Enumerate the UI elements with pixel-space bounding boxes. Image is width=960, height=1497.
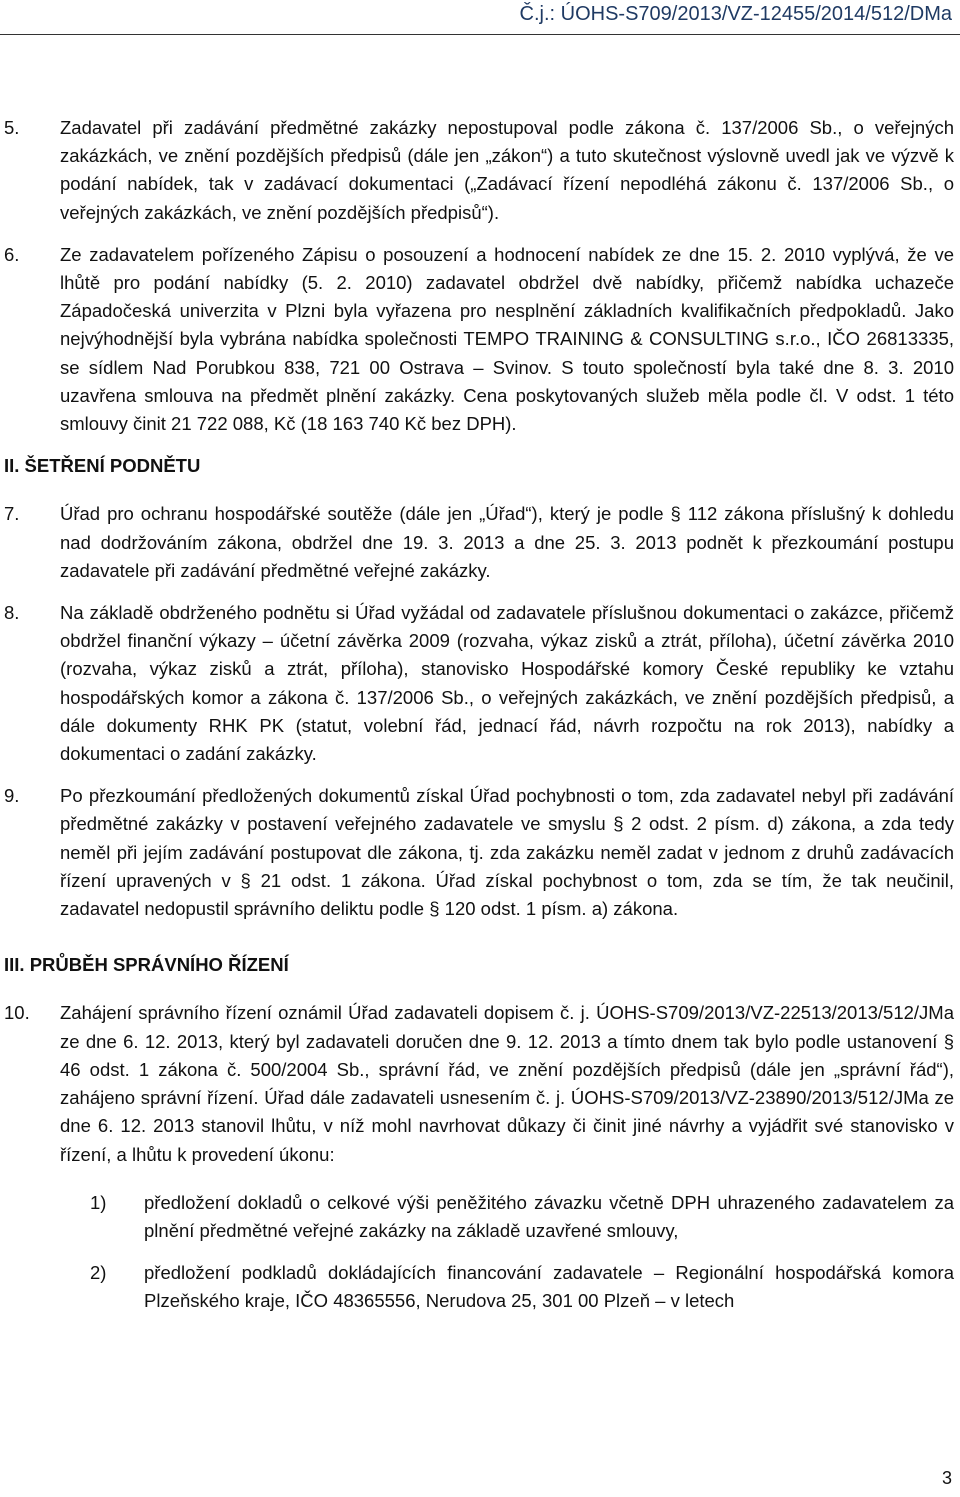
list-item-number: 1)	[90, 1191, 107, 1213]
paragraph-number: 8.	[4, 602, 20, 624]
section-heading-3: III. PRŮBĚH SPRÁVNÍHO ŘÍZENÍ	[4, 954, 289, 976]
list-item-text: předložení podkladů dokládajících financování zadavatele – Regionální hospodářská komora Plzeňského kraje, IČO 48365556, Nerudova 25, 301 00 Plzeň – v letech	[144, 1262, 954, 1312]
document-body	[0, 114, 960, 1316]
paragraph-text: Úřad pro ochranu hospodářské soutěže (dále jen „Úřad“), který je podle § 112 zákona příslušný k dohledu nad dodržováním zákona, obdržel dne 19. 3. 2013 a dne 25. 3. 2013 podnět k přezkoumání postupu zadavatele při zadávání předmětné veřejné zakázky.	[60, 503, 954, 581]
paragraph-8	[0, 599, 960, 768]
list-item	[0, 1259, 960, 1315]
paragraph-number: 6.	[4, 243, 20, 265]
paragraph-number: 7.	[4, 503, 20, 525]
paragraph-number: 9.	[4, 785, 20, 807]
paragraph-text: Na základě obdrženého podnětu si Úřad vyžádal od zadavatele příslušnou dokumentaci o zakázce, přičemž obdržel finanční výkazy – účetní závěrka 2009 (rozvaha, výkaz zisků a ztrát, příloha), účetní závěrka 2010 (rozvaha, výkaz zisků a ztrát, příloha), stanovisko Hospodářské komory České republiky ke vztahu hospodářských komor a zákona č. 137/2006 Sb., o veřejných zakázkách, ve znění pozdějších předpisů, a dále dokumenty RHK PK (statut, volební řád, jednací řád, návrh rozpočtu na rok 2013), nabídky a dokumentaci o zadání zakázky.	[60, 602, 954, 765]
paragraph-10	[0, 999, 960, 1168]
paragraph-number: 10.	[4, 1002, 30, 1024]
paragraph-number: 5.	[4, 117, 20, 138]
paragraph-text: Zadavatel při zadávání předmětné zakázky nepostupoval podle zákona č. 137/2006 Sb., o veřejných zakázkách, ve znění pozdějších předpisů (dále jen „zákon“) a tuto skutečnost výslovně uvedl jak ve výzvě k podání nabídek, tak v zadávací dokumentaci („Zadávací řízení nepodléhá zákonu č. 137/2006 Sb., o veřejných zakázkách, ve znění pozdějších předpisů“).	[60, 117, 954, 223]
paragraph-9	[0, 782, 960, 923]
section-heading-2: II. ŠETŘENÍ PODNĚTU	[4, 455, 201, 477]
paragraph-text: Ze zadavatelem pořízeného Zápisu o posouzení a hodnocení nabídek ze dne 15. 2. 2010 vyplývá, že ve lhůtě pro podání nabídky (5. 2. 2010) zadavatel obdržel dvě nabídky, přičemž nabídka uchazeče Západočeská univerzita v Plzni byla vyřazena pro nesplnění základních kvalifikačních předpokladů. Jako nejvýhodnější byla vybrána nabídka společnosti TEMPO TRAINING & CONSULTING s.r.o., IČO 26813335, se sídlem Nad Porubkou 838, 721 00 Ostrava – Svinov. S touto společností byla také dne 8. 3. 2010 uzavřena smlouva na předmět plnění zakázky. Cena poskytovaných služeb měla podle čl. V odst. 1 této smlouvy činit 21 722 088, Kč (18 163 740 Kč bez DPH).	[60, 243, 954, 435]
list-item	[0, 1189, 960, 1245]
document-reference: Č.j.: ÚOHS-S709/2013/VZ-12455/2014/512/DMa	[519, 3, 952, 25]
page-number: 3	[941, 1468, 952, 1488]
paragraph-text: Po přezkoumání předložených dokumentů získal Úřad pochybnosti o tom, zda zadavatel nebyl při zadávání předmětné zakázky v postavení veřejného zadavatele ve smyslu § 2 odst. 2 písm. d) zákona, a zda tedy neměl při jejím zadávání postupovat dle zákona, tj. zda zakázku neměl zadat v jednom z druhů zadávacích řízení upravených v § 21 odst. 1 zákona. Úřad získal pochybnost o tom, zda se tím, že tak neučinil, zadavatel nedopustil správního deliktu podle § 120 odst. 1 písm. a) zákona.	[60, 785, 954, 920]
list-item-number: 2)	[90, 1262, 107, 1284]
paragraph-7	[0, 500, 960, 585]
header-divider	[0, 34, 960, 35]
paragraph-6	[0, 241, 960, 438]
list-item-text: předložení dokladů o celkové výši peněžitého závazku včetně DPH uhrazeného zadavatelem za plnění předmětné veřejné zakázky na základě uzavřené smlouvy,	[144, 1191, 954, 1241]
paragraph-text: Zahájení správního řízení oznámil Úřad zadavateli dopisem č. j. ÚOHS-S709/2013/VZ-22513/2013/512/JMa ze dne 6. 12. 2013, který byl zadavateli doručen dne 9. 12. 2013 a tímto dnem tak bylo podle ustanovení § 46 odst. 1 zákona č. 500/2004 Sb., správní řád, ve znění pozdějších předpisů (dále jen „správní řád“), zahájeno správní řízení. Úřad dále zadavateli usnesením č. j. ÚOHS-S709/2013/VZ-23890/2013/512/JMa ze dne 6. 12. 2013 stanovil lhůtu, v níž mohl navrhovat důkazy či činit jiné návrhy a vyjádřit své stanovisko v řízení, a lhůtu k provedení úkonu:	[60, 1002, 954, 1165]
paragraph-5	[0, 114, 960, 227]
